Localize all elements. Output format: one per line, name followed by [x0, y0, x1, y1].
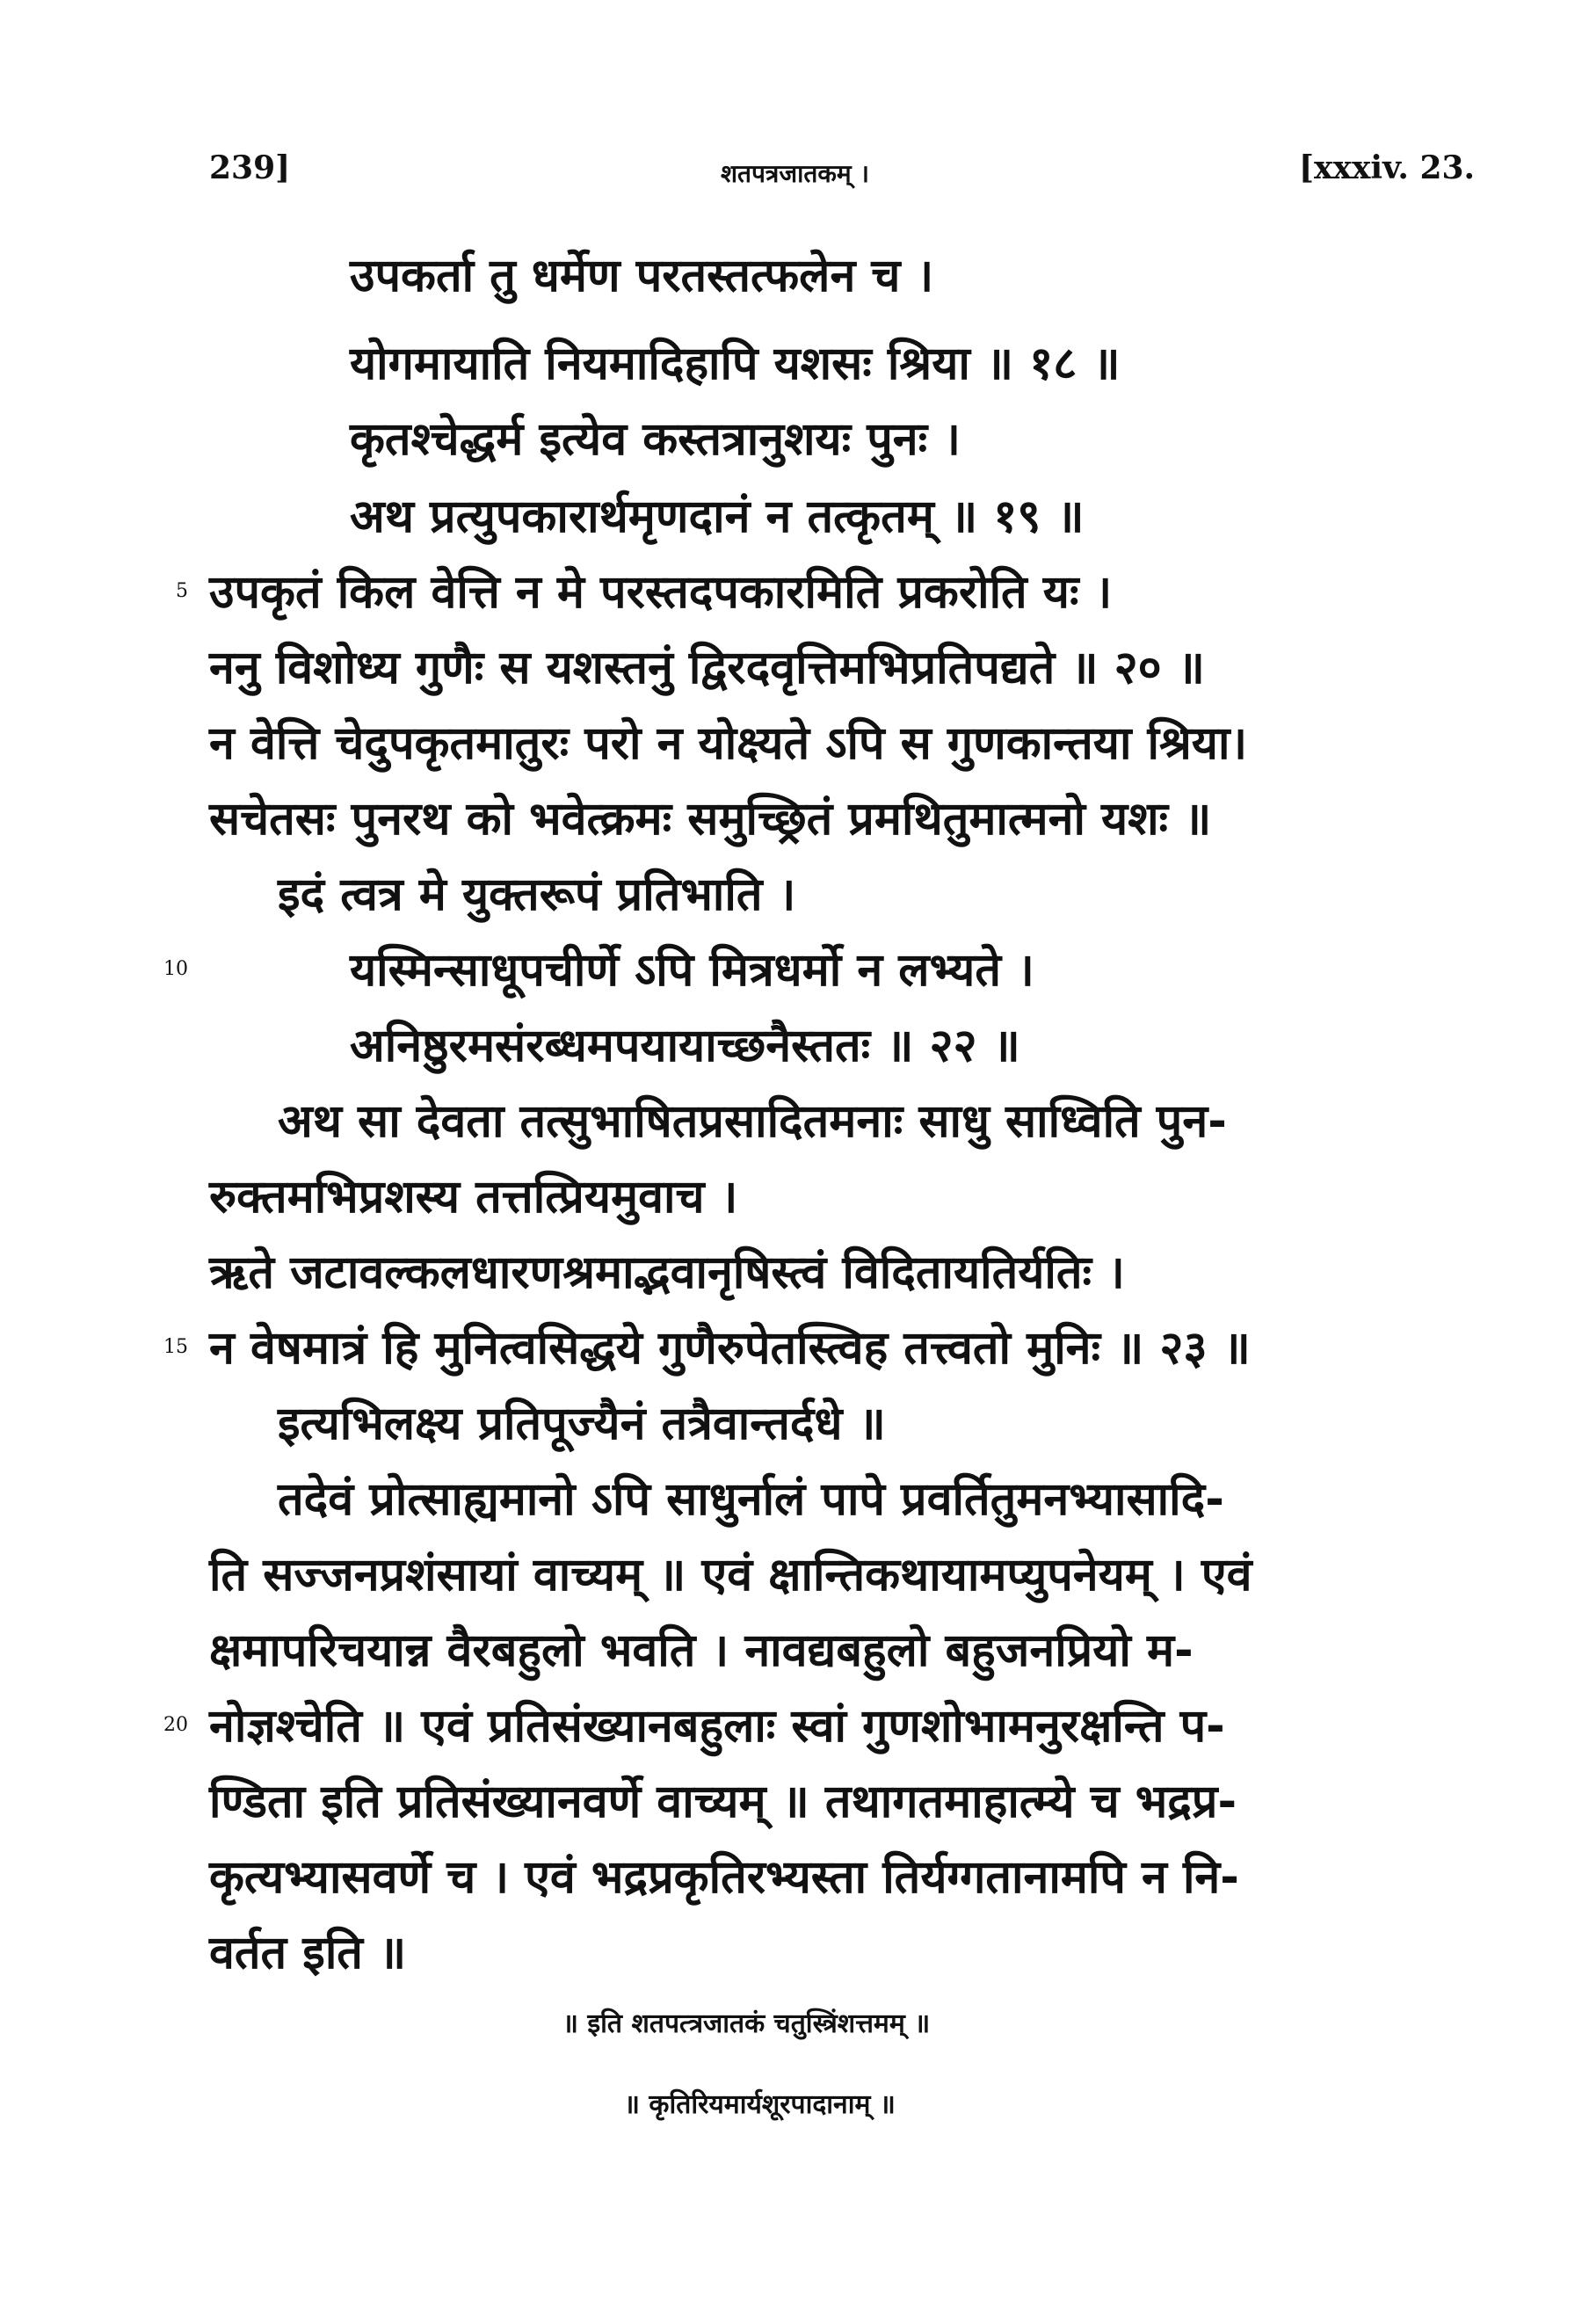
text-line: योगमायाति नियमादिहापि यशसः श्रिया ॥ १८ ॥: [350, 338, 1121, 390]
text-line: रुक्तमभिप्रशस्य तत्तत्प्रियमुवाच ।: [209, 1171, 738, 1224]
text-line: नोज्ञश्चेति ॥ एवं प्रतिसंख्यानबहुलाः स्वां गुणशोभामनुरक्षन्ति प-: [209, 1700, 1225, 1753]
line-number: 20: [163, 1714, 188, 1736]
text-line: ति सज्जनप्रशंसायां वाच्यम् ॥ एवं क्षान्तिकथायामप्युपनेयम् । एवं: [209, 1549, 1252, 1601]
line-number: 15: [163, 1336, 188, 1358]
text-line: उपकृतं किल वेत्ति न मे परस्तदपकारमिति प्रकरोति यः ।: [209, 566, 1113, 619]
text-line: यस्मिन्साधूपचीर्णे ऽपि मित्रधर्मो न लभ्यते ।: [350, 944, 1034, 997]
text-line: तदेवं प्रोत्साह्यमानो ऽपि साधुर्नालं पापे प्रवर्तितुमनभ्यासादि-: [278, 1473, 1224, 1526]
text-line: क्षमापरिचयान्न वैरबहुलो भवति । नावद्यबहुलो बहुजनप्रियो म-: [209, 1624, 1194, 1677]
text-line: इत्यभिलक्ष्य प्रतिपूज्यैनं तत्रैवान्तर्दधे ॥: [278, 1398, 886, 1450]
page-number: 239]: [209, 149, 291, 186]
text-line: ऋते जटावल्कलधारणश्रमाद्भवानृषिस्त्वं विदितायतिर्यतिः ।: [209, 1246, 1125, 1299]
text-line: ननु विशोध्य गुणैः स यशस्तनुं द्विरदवृत्तिमभिप्रतिपद्यते ॥ २० ॥: [209, 642, 1205, 694]
running-title: शतपत्रजातकम् ।: [721, 159, 869, 188]
text-line: कृतश्चेद्धर्म इत्येव कस्तत्रानुशयः पुनः ।: [350, 413, 961, 466]
section-reference: [xxxiv. 23.: [1299, 149, 1476, 186]
text-line: अनिष्ठुरमसंरब्धमपयायाच्छनैस्ततः ॥ २२ ॥: [350, 1020, 1020, 1072]
text-line: उपकर्ता तु धर्मेण परतस्तत्फलेन च ।: [350, 250, 934, 302]
line-number: 5: [176, 580, 188, 602]
text-line: इदं त्वत्र मे युक्तरूपं प्रतिभाति ।: [278, 868, 796, 921]
text-line: सचेतसः पुनरथ को भवेत्क्रमः समुच्छ्रितं प्रमथितुमात्मनो यशः ॥: [209, 793, 1212, 846]
text-line: अथ सा देवता तत्सुभाषितप्रसादितमनाः साधु साध्विति पुन-: [278, 1095, 1227, 1148]
text-line: न वेषमात्रं हि मुनित्वसिद्धये गुणैरुपेतस्त्विह तत्त्वतो मुनिः ॥ २३ ॥: [209, 1322, 1251, 1375]
colophon-line: ॥ कृतिरियमार्यशूरपादानाम् ॥: [624, 2089, 896, 2120]
text-line: न वेत्ति चेदुपकृतमातुरः परो न योक्ष्यते ऽपि स गुणकान्तया श्रिया।: [209, 717, 1248, 770]
text-line: कृत्यभ्यासवर्णे च । एवं भद्रप्रकृतिरभ्यस्ता तिर्यग्गतानामपि न नि-: [209, 1851, 1239, 1904]
text-line: वर्तत इति ॥: [209, 1927, 407, 1979]
text-line: ण्डिता इति प्रतिसंख्यानवर्णे वाच्यम् ॥ तथागतमाहात्म्ये च भद्रप्र-: [209, 1776, 1237, 1828]
line-number: 10: [163, 958, 188, 980]
colophon-line: ॥ इति शतपत्त्रजातकं चतुस्त्रिंशत्तमम् ॥: [562, 2008, 931, 2039]
text-line: अथ प्रत्युपकारार्थमृणदानं न तत्कृतम् ॥ १९ ॥: [350, 490, 1085, 543]
